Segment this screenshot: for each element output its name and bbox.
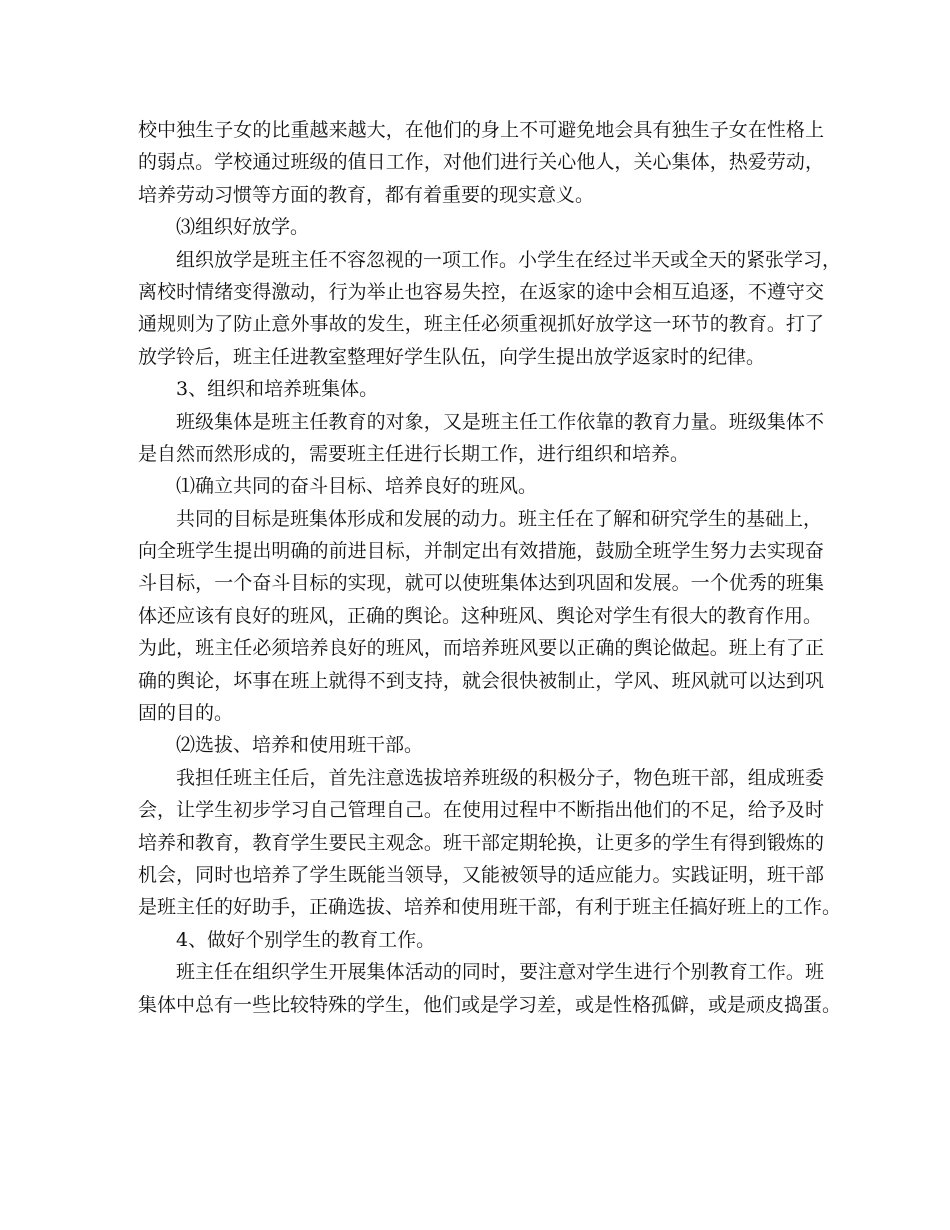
text-line: 班级集体是班主任教育的对象，又是班主任工作依靠的教育力量。班级集体不 <box>176 410 824 433</box>
text-line: 固的目的。 <box>138 702 234 725</box>
section-heading: 4、做好个别学生的教育工作。 <box>176 928 436 951</box>
text-line: 会，让学生初步学习自己管理自己。在使用过程中不断指出他们的不足，给予及时 <box>138 799 824 822</box>
text-line: 向全班学生提出明确的前进目标，并制定出有效措施，鼓励全班学生努力去实现奋 <box>138 540 824 563</box>
text-line: 培养和教育，教育学生要民主观念。班干部定期轮换，让更多的学生有得到锻炼的 <box>138 831 824 854</box>
text-line: 组织放学是班主任不容忽视的一项工作。小学生在经过半天或全天的紧张学习， <box>176 248 842 271</box>
text-line: 共同的目标是班集体形成和发展的动力。班主任在了解和研究学生的基础上， <box>176 507 823 530</box>
text-line: 体还应该有良好的班风，正确的舆论。这种班风、舆论对学生有很大的教育作用。 <box>138 604 823 627</box>
text-line: 为此，班主任必须培养良好的班风，而培养班风要以正确的舆论做起。班上有了正 <box>138 637 824 660</box>
text-line: 我担任班主任后，首先注意选拔培养班级的积极分子，物色班干部，组成班委 <box>176 766 824 789</box>
section-heading: ⑵选拔、培养和使用班干部。 <box>176 734 424 757</box>
text-line: 校中独生子女的比重越来越大，在他们的身上不可避免地会具有独生子女在性格上 <box>138 119 824 141</box>
text-line: 培养劳动习惯等方面的教育，都有着重要的现实意义。 <box>138 183 595 206</box>
text-line: 班主任在组织学生开展集体活动的同时，要注意对学生进行个别教育工作。班 <box>176 961 824 984</box>
text-line: 离校时情绪变得激动，行为举止也容易失控，在返家的途中会相互追逐，不遵守交 <box>138 280 824 303</box>
text-line: 集体中总有一些比较特殊的学生，他们或是学习差，或是性格孤僻，或是顽皮捣蛋。 <box>138 993 842 1016</box>
text-line: 是自然而然形成的，需要班主任进行长期工作，进行组织和培养。 <box>138 442 690 465</box>
text-line: 的弱点。学校通过班级的值日工作，对他们进行关心他人，关心集体，热爱劳动， <box>138 151 824 174</box>
text-line: 放学铃后，班主任进教室整理好学生队伍，向学生提出放学返家时的纪律。 <box>138 345 766 368</box>
text-line: 通规则为了防止意外事故的发生，班主任必须重视抓好放学这一环节的教育。打了 <box>138 313 824 336</box>
section-heading: ⑴确立共同的奋斗目标、培养良好的班风。 <box>176 475 538 498</box>
section-heading: 3、组织和培养班集体。 <box>176 378 379 401</box>
text-line: 确的舆论，坏事在班上就得不到支持，就会很快被制止，学风、班风就可以达到巩 <box>138 669 824 692</box>
text-line: 机会，同时也培养了学生既能当领导，又能被领导的适应能力。实践证明，班干部 <box>138 863 824 886</box>
text-line: 是班主任的好助手，正确选拔、培养和使用班干部，有利于班主任搞好班上的工作。 <box>138 896 842 919</box>
text-line: 斗目标，一个奋斗目标的实现，就可以使班集体达到巩固和发展。一个优秀的班集 <box>138 572 824 595</box>
document-body <box>138 114 842 1021</box>
section-heading: ⑶组织好放学。 <box>176 216 310 239</box>
